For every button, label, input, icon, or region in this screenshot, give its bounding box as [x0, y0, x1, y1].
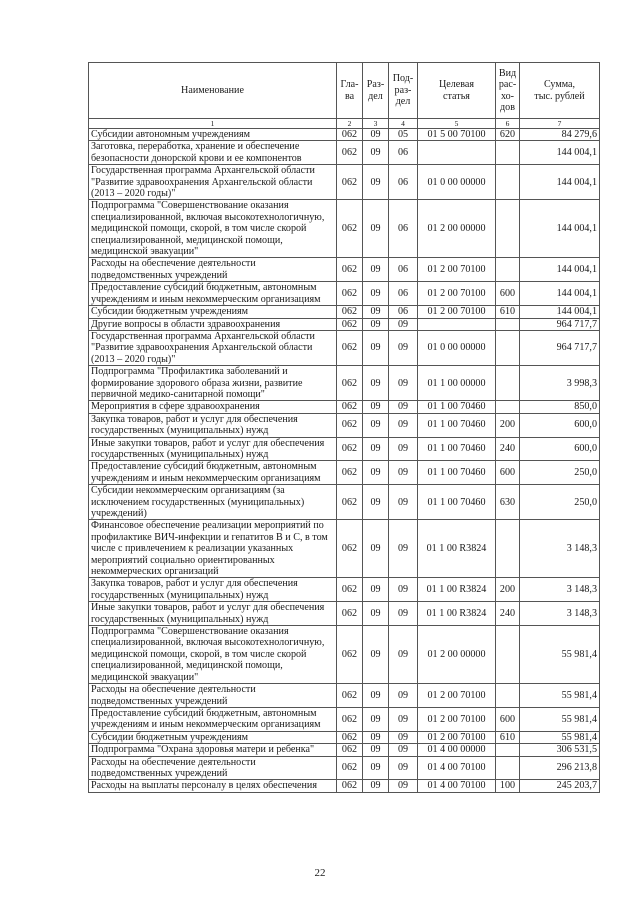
- cell-razdel: 09: [363, 780, 389, 792]
- cell-vid: 620: [496, 129, 520, 141]
- cell-name: Субсидии бюджетным учреждениям: [89, 306, 337, 318]
- cell-name: Субсидии некоммерческим организациям (за исключением государственных (муниципальных) учреждений): [89, 485, 337, 520]
- cell-podrazdel: 09: [389, 684, 418, 708]
- cell-podrazdel: 09: [389, 461, 418, 485]
- cell-glava: 062: [337, 129, 363, 141]
- cell-vid: 630: [496, 485, 520, 520]
- cell-sum: 55 981,4: [520, 707, 600, 731]
- table-row: [89, 707, 600, 731]
- cell-razdel: 09: [363, 401, 389, 413]
- cell-vid: 100: [496, 780, 520, 792]
- table-row: [89, 282, 600, 306]
- header-razdel: Раз- дел: [363, 63, 389, 119]
- cell-vid: [496, 520, 520, 578]
- cell-sum: 250,0: [520, 485, 600, 520]
- cell-target: 01 0 00 00000: [418, 330, 496, 365]
- table-row: [89, 520, 600, 578]
- cell-podrazdel: 09: [389, 756, 418, 780]
- cell-vid: 600: [496, 707, 520, 731]
- cell-name: Государственная программа Архангельской области "Развитие здравоохранения Архангельской области (2013 – 2020 годы)": [89, 165, 337, 200]
- cell-sum: 144 004,1: [520, 165, 600, 200]
- cell-vid: [496, 200, 520, 258]
- cell-sum: 306 531,5: [520, 744, 600, 756]
- cell-target: 01 1 00 70460: [418, 401, 496, 413]
- cell-vid: [496, 318, 520, 330]
- cell-glava: 062: [337, 141, 363, 165]
- cell-glava: 062: [337, 258, 363, 282]
- cell-vid: 200: [496, 578, 520, 602]
- cell-sum: 55 981,4: [520, 731, 600, 743]
- cell-vid: 200: [496, 413, 520, 437]
- cell-razdel: 09: [363, 731, 389, 743]
- cell-glava: 062: [337, 520, 363, 578]
- cell-sum: 55 981,4: [520, 626, 600, 684]
- cell-vid: [496, 626, 520, 684]
- cell-name: Подпрограмма "Охрана здоровья матери и ребенка": [89, 744, 337, 756]
- cell-glava: 062: [337, 437, 363, 461]
- table-row: [89, 141, 600, 165]
- cell-razdel: 09: [363, 129, 389, 141]
- table-row: [89, 780, 600, 792]
- header-name: Наименование: [89, 63, 337, 119]
- cell-target: 01 2 00 00000: [418, 200, 496, 258]
- cell-name: Финансовое обеспечение реализации мероприятий по профилактике ВИЧ-инфекции и гепатитов B и C, в том числе с привлечением к реализации указанных мероприятий социально ориентированных некоммерческих организаций: [89, 520, 337, 578]
- cell-target: 01 2 00 70100: [418, 306, 496, 318]
- cell-podrazdel: 06: [389, 200, 418, 258]
- cell-name: Подпрограмма "Совершенствование оказания специализированной, включая высокотехнологичную, медицинской помощи, скорой, в том числе скорой специализированной, медицинской помощи, медицинской эвакуации": [89, 200, 337, 258]
- cell-glava: 062: [337, 200, 363, 258]
- table-row: [89, 437, 600, 461]
- cell-name: Предоставление субсидий бюджетным, автономным учреждениям и иным некоммерческим организациям: [89, 461, 337, 485]
- cell-vid: [496, 366, 520, 401]
- table-row: [89, 731, 600, 743]
- cell-razdel: 09: [363, 200, 389, 258]
- table-row: [89, 413, 600, 437]
- table-row: [89, 306, 600, 318]
- cell-name: Иные закупки товаров, работ и услуг для обеспечения государственных (муниципальных) нужд: [89, 437, 337, 461]
- cell-razdel: 09: [363, 602, 389, 626]
- cell-razdel: 09: [363, 282, 389, 306]
- cell-vid: 600: [496, 461, 520, 485]
- cell-target: 01 4 00 00000: [418, 744, 496, 756]
- cell-name: Расходы на обеспечение деятельности подведомственных учреждений: [89, 684, 337, 708]
- cell-target: 01 2 00 70100: [418, 731, 496, 743]
- cell-sum: 84 279,6: [520, 129, 600, 141]
- cell-glava: 062: [337, 684, 363, 708]
- cell-target: 01 4 00 70100: [418, 780, 496, 792]
- cell-target: 01 2 00 70100: [418, 282, 496, 306]
- cell-sum: 296 213,8: [520, 756, 600, 780]
- cell-vid: 600: [496, 282, 520, 306]
- cell-name: Предоставление субсидий бюджетным, автономным учреждениям и иным некоммерческим организациям: [89, 707, 337, 731]
- cell-vid: [496, 258, 520, 282]
- cell-podrazdel: 09: [389, 780, 418, 792]
- cell-glava: 062: [337, 330, 363, 365]
- table-row: [89, 485, 600, 520]
- cell-razdel: 09: [363, 744, 389, 756]
- cell-podrazdel: 09: [389, 330, 418, 365]
- cell-sum: 600,0: [520, 413, 600, 437]
- budget-table: [88, 62, 600, 793]
- header-podrazdel: Под- раз- дел: [389, 63, 418, 119]
- cell-name: Подпрограмма "Профилактика заболеваний и формирование здорового образа жизни, развитие первичной медико-санитарной помощи": [89, 366, 337, 401]
- cell-razdel: 09: [363, 306, 389, 318]
- cell-sum: 964 717,7: [520, 318, 600, 330]
- table-row: [89, 602, 600, 626]
- cell-vid: 240: [496, 602, 520, 626]
- cell-vid: [496, 141, 520, 165]
- cell-vid: [496, 401, 520, 413]
- cell-target: 01 2 00 70100: [418, 684, 496, 708]
- table-row: [89, 165, 600, 200]
- cell-sum: 3 148,3: [520, 602, 600, 626]
- table-row: [89, 626, 600, 684]
- cell-razdel: 09: [363, 626, 389, 684]
- cell-razdel: 09: [363, 461, 389, 485]
- cell-podrazdel: 09: [389, 731, 418, 743]
- cell-sum: 245 203,7: [520, 780, 600, 792]
- cell-glava: 062: [337, 282, 363, 306]
- cell-podrazdel: 09: [389, 602, 418, 626]
- cell-target: 01 1 00 70460: [418, 437, 496, 461]
- cell-glava: 062: [337, 306, 363, 318]
- cell-glava: 062: [337, 366, 363, 401]
- cell-podrazdel: 09: [389, 437, 418, 461]
- table-row: [89, 401, 600, 413]
- cell-razdel: 09: [363, 330, 389, 365]
- cell-name: Субсидии автономным учреждениям: [89, 129, 337, 141]
- cell-glava: 062: [337, 318, 363, 330]
- cell-podrazdel: 09: [389, 744, 418, 756]
- header-sum: Сумма, тыс. рублей: [520, 63, 600, 119]
- header-target: Целевая статья: [418, 63, 496, 119]
- column-number: 1: [89, 119, 337, 129]
- cell-sum: 600,0: [520, 437, 600, 461]
- cell-razdel: 09: [363, 485, 389, 520]
- table-row: [89, 461, 600, 485]
- cell-name: Подпрограмма "Совершенствование оказания специализированной, включая высокотехнологичную, медицинской помощи, скорой, в том числе скорой специализированной, медицинской помощи, медицинской эвакуации": [89, 626, 337, 684]
- cell-target: [418, 141, 496, 165]
- table-row: [89, 318, 600, 330]
- cell-target: 01 5 00 70100: [418, 129, 496, 141]
- header-vid: Вид рас- хо- дов: [496, 63, 520, 119]
- cell-target: 01 1 00 70460: [418, 461, 496, 485]
- cell-glava: 062: [337, 413, 363, 437]
- cell-podrazdel: 06: [389, 141, 418, 165]
- cell-razdel: 09: [363, 258, 389, 282]
- cell-vid: 610: [496, 306, 520, 318]
- cell-name: Иные закупки товаров, работ и услуг для обеспечения государственных (муниципальных) нужд: [89, 602, 337, 626]
- cell-sum: 144 004,1: [520, 282, 600, 306]
- header-row: [89, 63, 600, 119]
- cell-razdel: 09: [363, 707, 389, 731]
- cell-target: 01 1 00 70460: [418, 413, 496, 437]
- page-number: 22: [314, 867, 326, 879]
- cell-name: Предоставление субсидий бюджетным, автономным учреждениям и иным некоммерческим организациям: [89, 282, 337, 306]
- column-number: 4: [389, 119, 418, 129]
- cell-name: Расходы на обеспечение деятельности подведомственных учреждений: [89, 258, 337, 282]
- table-row: [89, 578, 600, 602]
- cell-vid: [496, 756, 520, 780]
- cell-podrazdel: 09: [389, 485, 418, 520]
- table-row: [89, 684, 600, 708]
- cell-razdel: 09: [363, 756, 389, 780]
- cell-sum: 850,0: [520, 401, 600, 413]
- table-row: [89, 756, 600, 780]
- cell-name: Расходы на выплаты персоналу в целях обеспечения: [89, 780, 337, 792]
- cell-podrazdel: 09: [389, 626, 418, 684]
- cell-podrazdel: 09: [389, 413, 418, 437]
- cell-razdel: 09: [363, 165, 389, 200]
- cell-target: 01 0 00 00000: [418, 165, 496, 200]
- header-glava: Гла- ва: [337, 63, 363, 119]
- cell-razdel: 09: [363, 318, 389, 330]
- cell-podrazdel: 05: [389, 129, 418, 141]
- cell-sum: 144 004,1: [520, 141, 600, 165]
- cell-target: [418, 318, 496, 330]
- cell-name: Расходы на обеспечение деятельности подведомственных учреждений: [89, 756, 337, 780]
- cell-vid: 240: [496, 437, 520, 461]
- cell-razdel: 09: [363, 437, 389, 461]
- cell-glava: 062: [337, 485, 363, 520]
- cell-vid: [496, 330, 520, 365]
- cell-glava: 062: [337, 744, 363, 756]
- cell-name: Закупка товаров, работ и услуг для обеспечения государственных (муниципальных) нужд: [89, 578, 337, 602]
- table-row: [89, 200, 600, 258]
- cell-name: Субсидии бюджетным учреждениям: [89, 731, 337, 743]
- cell-target: 01 4 00 70100: [418, 756, 496, 780]
- cell-glava: 062: [337, 461, 363, 485]
- cell-glava: 062: [337, 602, 363, 626]
- cell-vid: [496, 744, 520, 756]
- cell-sum: 144 004,1: [520, 258, 600, 282]
- table-row: [89, 744, 600, 756]
- cell-name: Заготовка, переработка, хранение и обеспечение безопасности донорской крови и ее компонентов: [89, 141, 337, 165]
- cell-podrazdel: 06: [389, 258, 418, 282]
- cell-sum: 144 004,1: [520, 200, 600, 258]
- cell-razdel: 09: [363, 578, 389, 602]
- cell-sum: 144 004,1: [520, 306, 600, 318]
- cell-podrazdel: 09: [389, 366, 418, 401]
- cell-glava: 062: [337, 707, 363, 731]
- column-number: 2: [337, 119, 363, 129]
- cell-podrazdel: 09: [389, 578, 418, 602]
- cell-target: 01 1 00 00000: [418, 366, 496, 401]
- cell-target: 01 1 00 R3824: [418, 578, 496, 602]
- cell-sum: 250,0: [520, 461, 600, 485]
- cell-vid: [496, 165, 520, 200]
- cell-sum: 55 981,4: [520, 684, 600, 708]
- cell-podrazdel: 06: [389, 306, 418, 318]
- column-number: 3: [363, 119, 389, 129]
- cell-glava: 062: [337, 626, 363, 684]
- cell-glava: 062: [337, 756, 363, 780]
- cell-razdel: 09: [363, 366, 389, 401]
- cell-target: 01 2 00 00000: [418, 626, 496, 684]
- table-row: [89, 366, 600, 401]
- table-row: [89, 258, 600, 282]
- column-number: 5: [418, 119, 496, 129]
- table-row: [89, 330, 600, 365]
- cell-name: Мероприятия в сфере здравоохранения: [89, 401, 337, 413]
- cell-podrazdel: 09: [389, 520, 418, 578]
- cell-glava: 062: [337, 165, 363, 200]
- cell-target: 01 2 00 70100: [418, 258, 496, 282]
- cell-sum: 3 148,3: [520, 520, 600, 578]
- cell-razdel: 09: [363, 684, 389, 708]
- cell-podrazdel: 09: [389, 707, 418, 731]
- cell-glava: 062: [337, 780, 363, 792]
- cell-name: Другие вопросы в области здравоохранения: [89, 318, 337, 330]
- cell-podrazdel: 06: [389, 165, 418, 200]
- cell-target: 01 2 00 70100: [418, 707, 496, 731]
- cell-glava: 062: [337, 401, 363, 413]
- cell-target: 01 1 00 70460: [418, 485, 496, 520]
- column-number: 6: [496, 119, 520, 129]
- cell-sum: 3 148,3: [520, 578, 600, 602]
- cell-podrazdel: 09: [389, 318, 418, 330]
- cell-vid: [496, 684, 520, 708]
- cell-target: 01 1 00 R3824: [418, 520, 496, 578]
- cell-sum: 3 998,3: [520, 366, 600, 401]
- cell-razdel: 09: [363, 520, 389, 578]
- cell-name: Государственная программа Архангельской области "Развитие здравоохранения Архангельской области (2013 – 2020 годы)": [89, 330, 337, 365]
- column-number: 7: [520, 119, 600, 129]
- column-number-row: [89, 119, 600, 129]
- cell-name: Закупка товаров, работ и услуг для обеспечения государственных (муниципальных) нужд: [89, 413, 337, 437]
- cell-vid: 610: [496, 731, 520, 743]
- cell-razdel: 09: [363, 141, 389, 165]
- cell-podrazdel: 06: [389, 282, 418, 306]
- cell-target: 01 1 00 R3824: [418, 602, 496, 626]
- cell-glava: 062: [337, 578, 363, 602]
- cell-podrazdel: 09: [389, 401, 418, 413]
- cell-glava: 062: [337, 731, 363, 743]
- table-row: [89, 129, 600, 141]
- cell-razdel: 09: [363, 413, 389, 437]
- cell-sum: 964 717,7: [520, 330, 600, 365]
